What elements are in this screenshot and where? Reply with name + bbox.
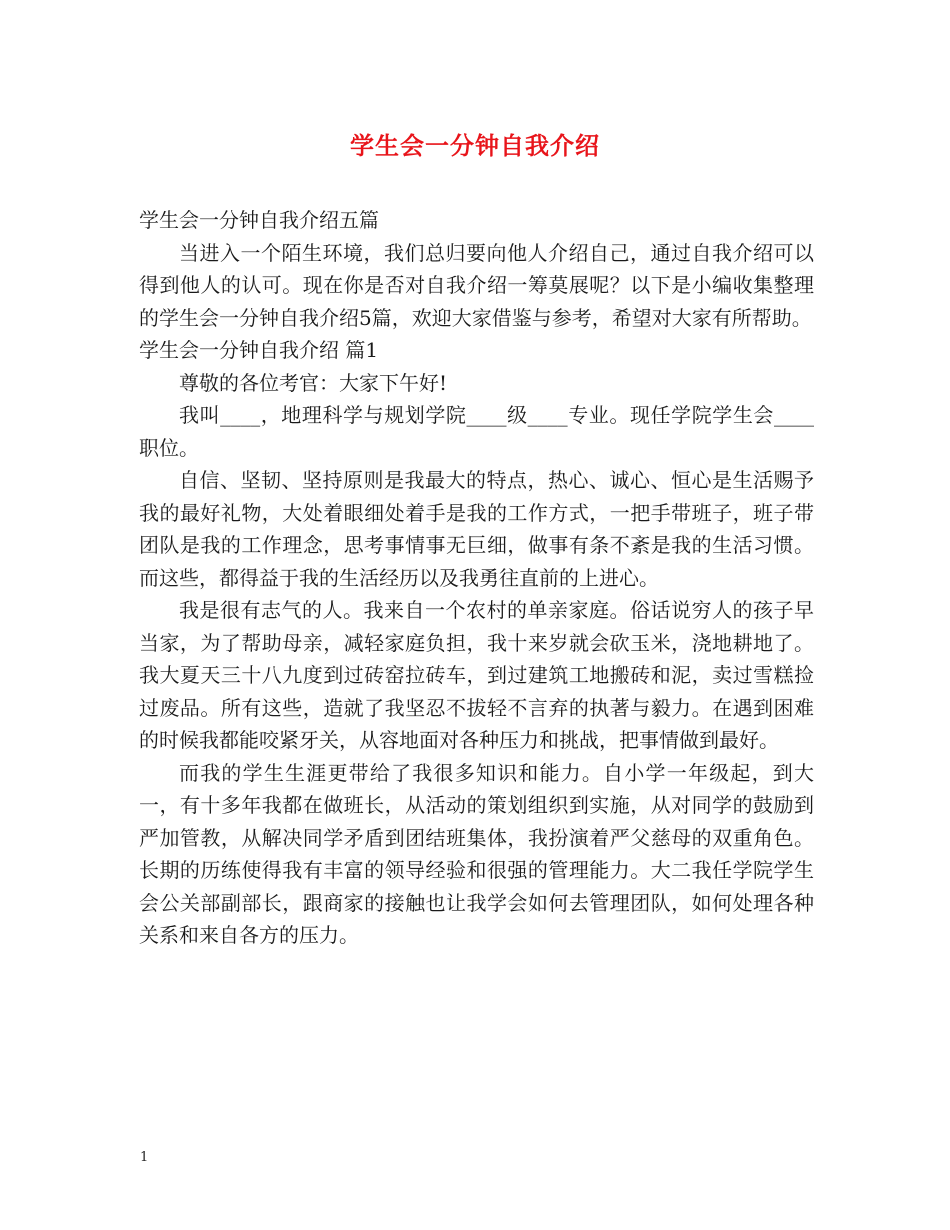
- background-paragraph: 我是很有志气的人。我来自一个农村的单亲家庭。俗话说穷人的孩子早当家，为了帮助母亲，减轻家庭负担，我十来岁就会砍玉米，浇地耕地了。我大夏天三十八九度到过砖窑拉砖车，到过建筑工地搬砖和泥，卖过雪糕捡过废品。所有这些，造就了我坚忍不拔轻不言弃的执著与毅力。在遇到困难的时候我都能咬紧牙关，从容地面对各种压力和挑战，把事情做到最好。: [139, 598, 814, 752]
- name-paragraph: 我叫____，地理科学与规划学院____级____专业。现任学院学生会____职位。: [139, 403, 814, 460]
- subtitle-paragraph: 学生会一分钟自我介绍五篇: [139, 208, 379, 232]
- greeting-paragraph: 尊敬的各位考官：大家下午好!: [179, 370, 448, 395]
- experience-paragraph: 而我的学生生涯更带给了我很多知识和能力。自小学一年级起，到大一，有十多年我都在做班长，从活动的策划组织到实施，从对同学的鼓励到严加管教，从解决同学矛盾到团结班集体，我扮演着严父慈母的双重角色。长期的历练使得我有丰富的领导经验和很强的管理能力。大二我任学院学生会公关部副部长，跟商家的接触也让我学会如何去管理团队，如何处理各种关系和来自各方的压力。: [139, 760, 814, 947]
- traits-paragraph: 自信、坚韧、坚持原则是我最大的特点，热心、诚心、恒心是生活赐予我的最好礼物，大处着眼细处着手是我的工作方式，一把手带班子，班子带团队是我的工作理念，思考事情事无巨细，做事有条不紊是我的生活习惯。而这些，都得益于我的生活经历以及我勇往直前的上进心。: [139, 468, 814, 590]
- section-heading: 学生会一分钟自我介绍 篇1: [139, 338, 379, 362]
- document-body: [139, 204, 814, 952]
- document-title: 学生会一分钟自我介绍: [350, 131, 600, 160]
- page-number: 1: [140, 1150, 149, 1165]
- intro-paragraph: 当进入一个陌生环境，我们总归要向他人介绍自己，通过自我介绍可以得到他人的认可。现在你是否对自我介绍一筹莫展呢？以下是小编收集整理的学生会一分钟自我介绍5篇，欢迎大家借鉴与参考，希望对大家有所帮助。: [139, 240, 814, 330]
